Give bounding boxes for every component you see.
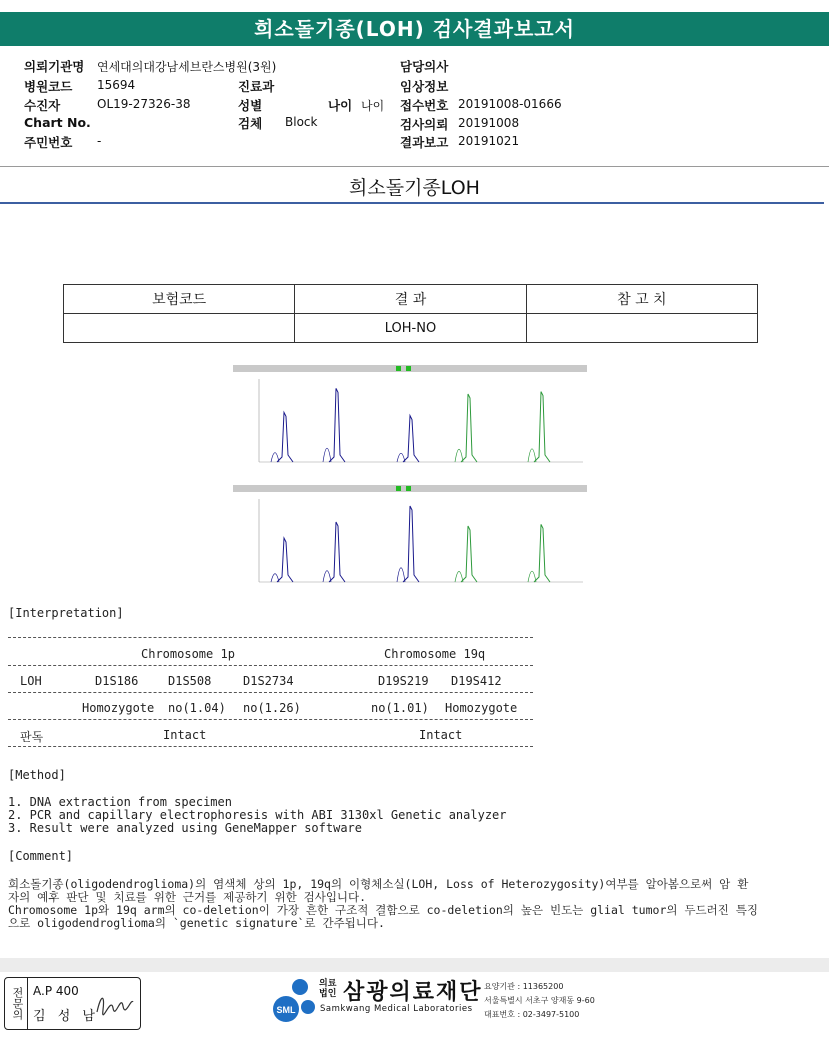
method-step: 2. PCR and capillary electrophoresis with ABI 3130xl Genetic analyzer xyxy=(8,808,507,822)
result-table-row xyxy=(64,314,758,343)
doctor-label: 담당의사 xyxy=(400,59,449,74)
comment-line: 자의 예후 판단 및 치료를 위한 근거를 제공하기 위한 검사입니다. xyxy=(8,890,367,904)
id-value: - xyxy=(97,134,102,148)
institution-label: 의뢰기관명 xyxy=(24,59,85,74)
lab-code: 요양기관 : 11365200 xyxy=(484,982,564,991)
peak-mark xyxy=(329,388,345,462)
peak-mark xyxy=(277,538,293,582)
result-cell: LOH-NO xyxy=(295,314,526,343)
divider xyxy=(8,665,533,666)
specimen-no-label: 수진자 xyxy=(24,98,61,113)
judgement-19q: Intact xyxy=(419,728,463,742)
patient-header xyxy=(0,50,829,167)
result-table-header xyxy=(64,285,758,314)
sex-label: 성별 xyxy=(238,98,263,113)
value-d19s412: Homozygote xyxy=(445,701,518,715)
judgement-label: 판독 xyxy=(20,730,44,744)
col-result: 결 과 xyxy=(295,285,526,314)
clinical-info-label: 임상정보 xyxy=(400,79,449,94)
value-d1s2734: no(1.26) xyxy=(243,701,301,715)
peak-mark xyxy=(461,394,477,462)
value-d1s508: no(1.04) xyxy=(168,701,226,715)
signature-image xyxy=(93,988,137,1020)
ep-indicator xyxy=(406,486,411,491)
lab-address: 서울특별시 서초구 양재동 9-60 xyxy=(484,996,595,1005)
divider xyxy=(8,719,533,720)
interpretation-heading: [Interpretation] xyxy=(8,606,124,620)
electropherogram-1 xyxy=(233,365,587,465)
specialist-label: 전문의 xyxy=(5,978,28,1029)
electropherogram-svg-1 xyxy=(233,365,587,465)
comment-heading: [Comment] xyxy=(8,849,74,863)
peak-mark xyxy=(534,524,550,582)
lab-name-korean: 삼광의료재단 xyxy=(343,980,483,1005)
stutter-peak-mark xyxy=(323,571,331,582)
hospital-code-label: 병원코드 xyxy=(24,79,73,94)
ep-indicator xyxy=(406,366,411,371)
dept-label: 진료과 xyxy=(238,79,275,94)
pathologist-name: 김 성 남 xyxy=(33,1009,99,1024)
electropherogram-svg-2 xyxy=(233,485,587,585)
comment-line: 으로 oligodendroglioma의 `genetic signature`로 간주됩니다. xyxy=(8,916,385,930)
peak-mark xyxy=(403,506,419,582)
sml-logo-icon xyxy=(272,977,318,1025)
comment-line: 희소돌기종(oligodendroglioma)의 염색체 상의 1p, 19q의 이형체소실(LOH, Loss of Heterozygosity)여부를 알아봄으로써 암 환 xyxy=(8,877,749,891)
value-d19s219: no(1.01) xyxy=(371,701,429,715)
report-date-value: 20191021 xyxy=(458,134,520,148)
stutter-peak-mark xyxy=(455,449,463,462)
stutter-peak-mark xyxy=(528,449,536,462)
peak-mark xyxy=(277,412,293,462)
report-date-label: 결과보고 xyxy=(400,135,449,150)
col-insurance-code: 보험코드 xyxy=(64,285,295,314)
stutter-peak-mark xyxy=(528,571,536,582)
method-step: 3. Result were analyzed using GeneMapper software xyxy=(8,821,363,835)
chromosome-19q-heading: Chromosome 19q xyxy=(384,647,486,661)
loh-label: LOH xyxy=(20,674,42,688)
col-reference: 참 고 치 xyxy=(526,285,757,314)
value-d1s186: Homozygote xyxy=(82,701,155,715)
marker-d1s508: D1S508 xyxy=(168,674,212,688)
peak-mark xyxy=(461,526,477,582)
section-title: 희소돌기종LOH xyxy=(349,177,480,199)
age-label: 나이 xyxy=(328,98,353,113)
lab-prefix xyxy=(319,979,336,999)
hospital-code-value: 15694 xyxy=(97,78,136,92)
lab-name-english: Samkwang Medical Laboratories xyxy=(320,1004,473,1014)
result-table xyxy=(63,284,758,343)
receipt-no-label: 접수번호 xyxy=(400,98,449,113)
divider xyxy=(8,637,533,638)
peak-mark xyxy=(329,522,345,582)
method-step: 1. DNA extraction from specimen xyxy=(8,795,232,809)
request-date-value: 20191008 xyxy=(458,116,520,130)
chromosome-1p-heading: Chromosome 1p xyxy=(141,647,235,661)
stutter-peak-mark xyxy=(323,448,331,462)
id-label: 주민번호 xyxy=(24,135,73,150)
report-title: 희소돌기종(LOH) 검사결과보고서 xyxy=(0,12,829,46)
age-value: 나이 xyxy=(361,99,385,113)
method-heading: [Method] xyxy=(8,768,66,782)
divider xyxy=(8,746,533,747)
lab-prefix-2: 법인 xyxy=(319,989,337,999)
sml-logo xyxy=(272,977,318,1025)
peak-mark xyxy=(534,392,550,462)
insurance-code-cell xyxy=(64,314,295,343)
pathologist-stamp xyxy=(4,977,141,1030)
judgement-1p: Intact xyxy=(163,728,207,742)
marker-d1s2734: D1S2734 xyxy=(243,674,294,688)
institution-value: 연세대의대강남세브란스병원(3원) xyxy=(97,60,277,74)
ep-indicator xyxy=(396,366,401,371)
lab-phone: 대표번호 : 02-3497-5100 xyxy=(484,1010,580,1019)
stutter-peak-mark xyxy=(397,568,405,582)
footer-bar xyxy=(0,958,829,972)
ep-indicator xyxy=(396,486,401,491)
marker-d19s412: D19S412 xyxy=(451,674,502,688)
chart-no-label: Chart No. xyxy=(24,115,91,130)
peak-mark xyxy=(403,416,419,462)
divider xyxy=(8,692,533,693)
electropherogram-2 xyxy=(233,485,587,585)
receipt-no-value: 20191008-01666 xyxy=(458,97,562,111)
specimen-type-label: 검체 xyxy=(238,116,263,131)
section-divider xyxy=(0,202,824,204)
specimen-no-value: OL19-27326-38 xyxy=(97,97,191,111)
stutter-peak-mark xyxy=(455,572,463,583)
lab-prefix-1: 의료 xyxy=(319,979,337,989)
request-date-label: 검사의뢰 xyxy=(400,117,449,132)
marker-d1s186: D1S186 xyxy=(95,674,139,688)
comment-line: Chromosome 1p와 19q arm의 co-deletion이 가장 흔한 구조적 결함으로 co-deletion의 높은 빈도는 glial tumor의 두드러진 특징 xyxy=(8,903,758,917)
specimen-type-value: Block xyxy=(285,115,318,129)
reference-cell xyxy=(526,314,757,343)
certificate-number: A.P 400 xyxy=(33,984,79,998)
marker-d19s219: D19S219 xyxy=(378,674,429,688)
logo-text: SML xyxy=(276,1005,296,1015)
